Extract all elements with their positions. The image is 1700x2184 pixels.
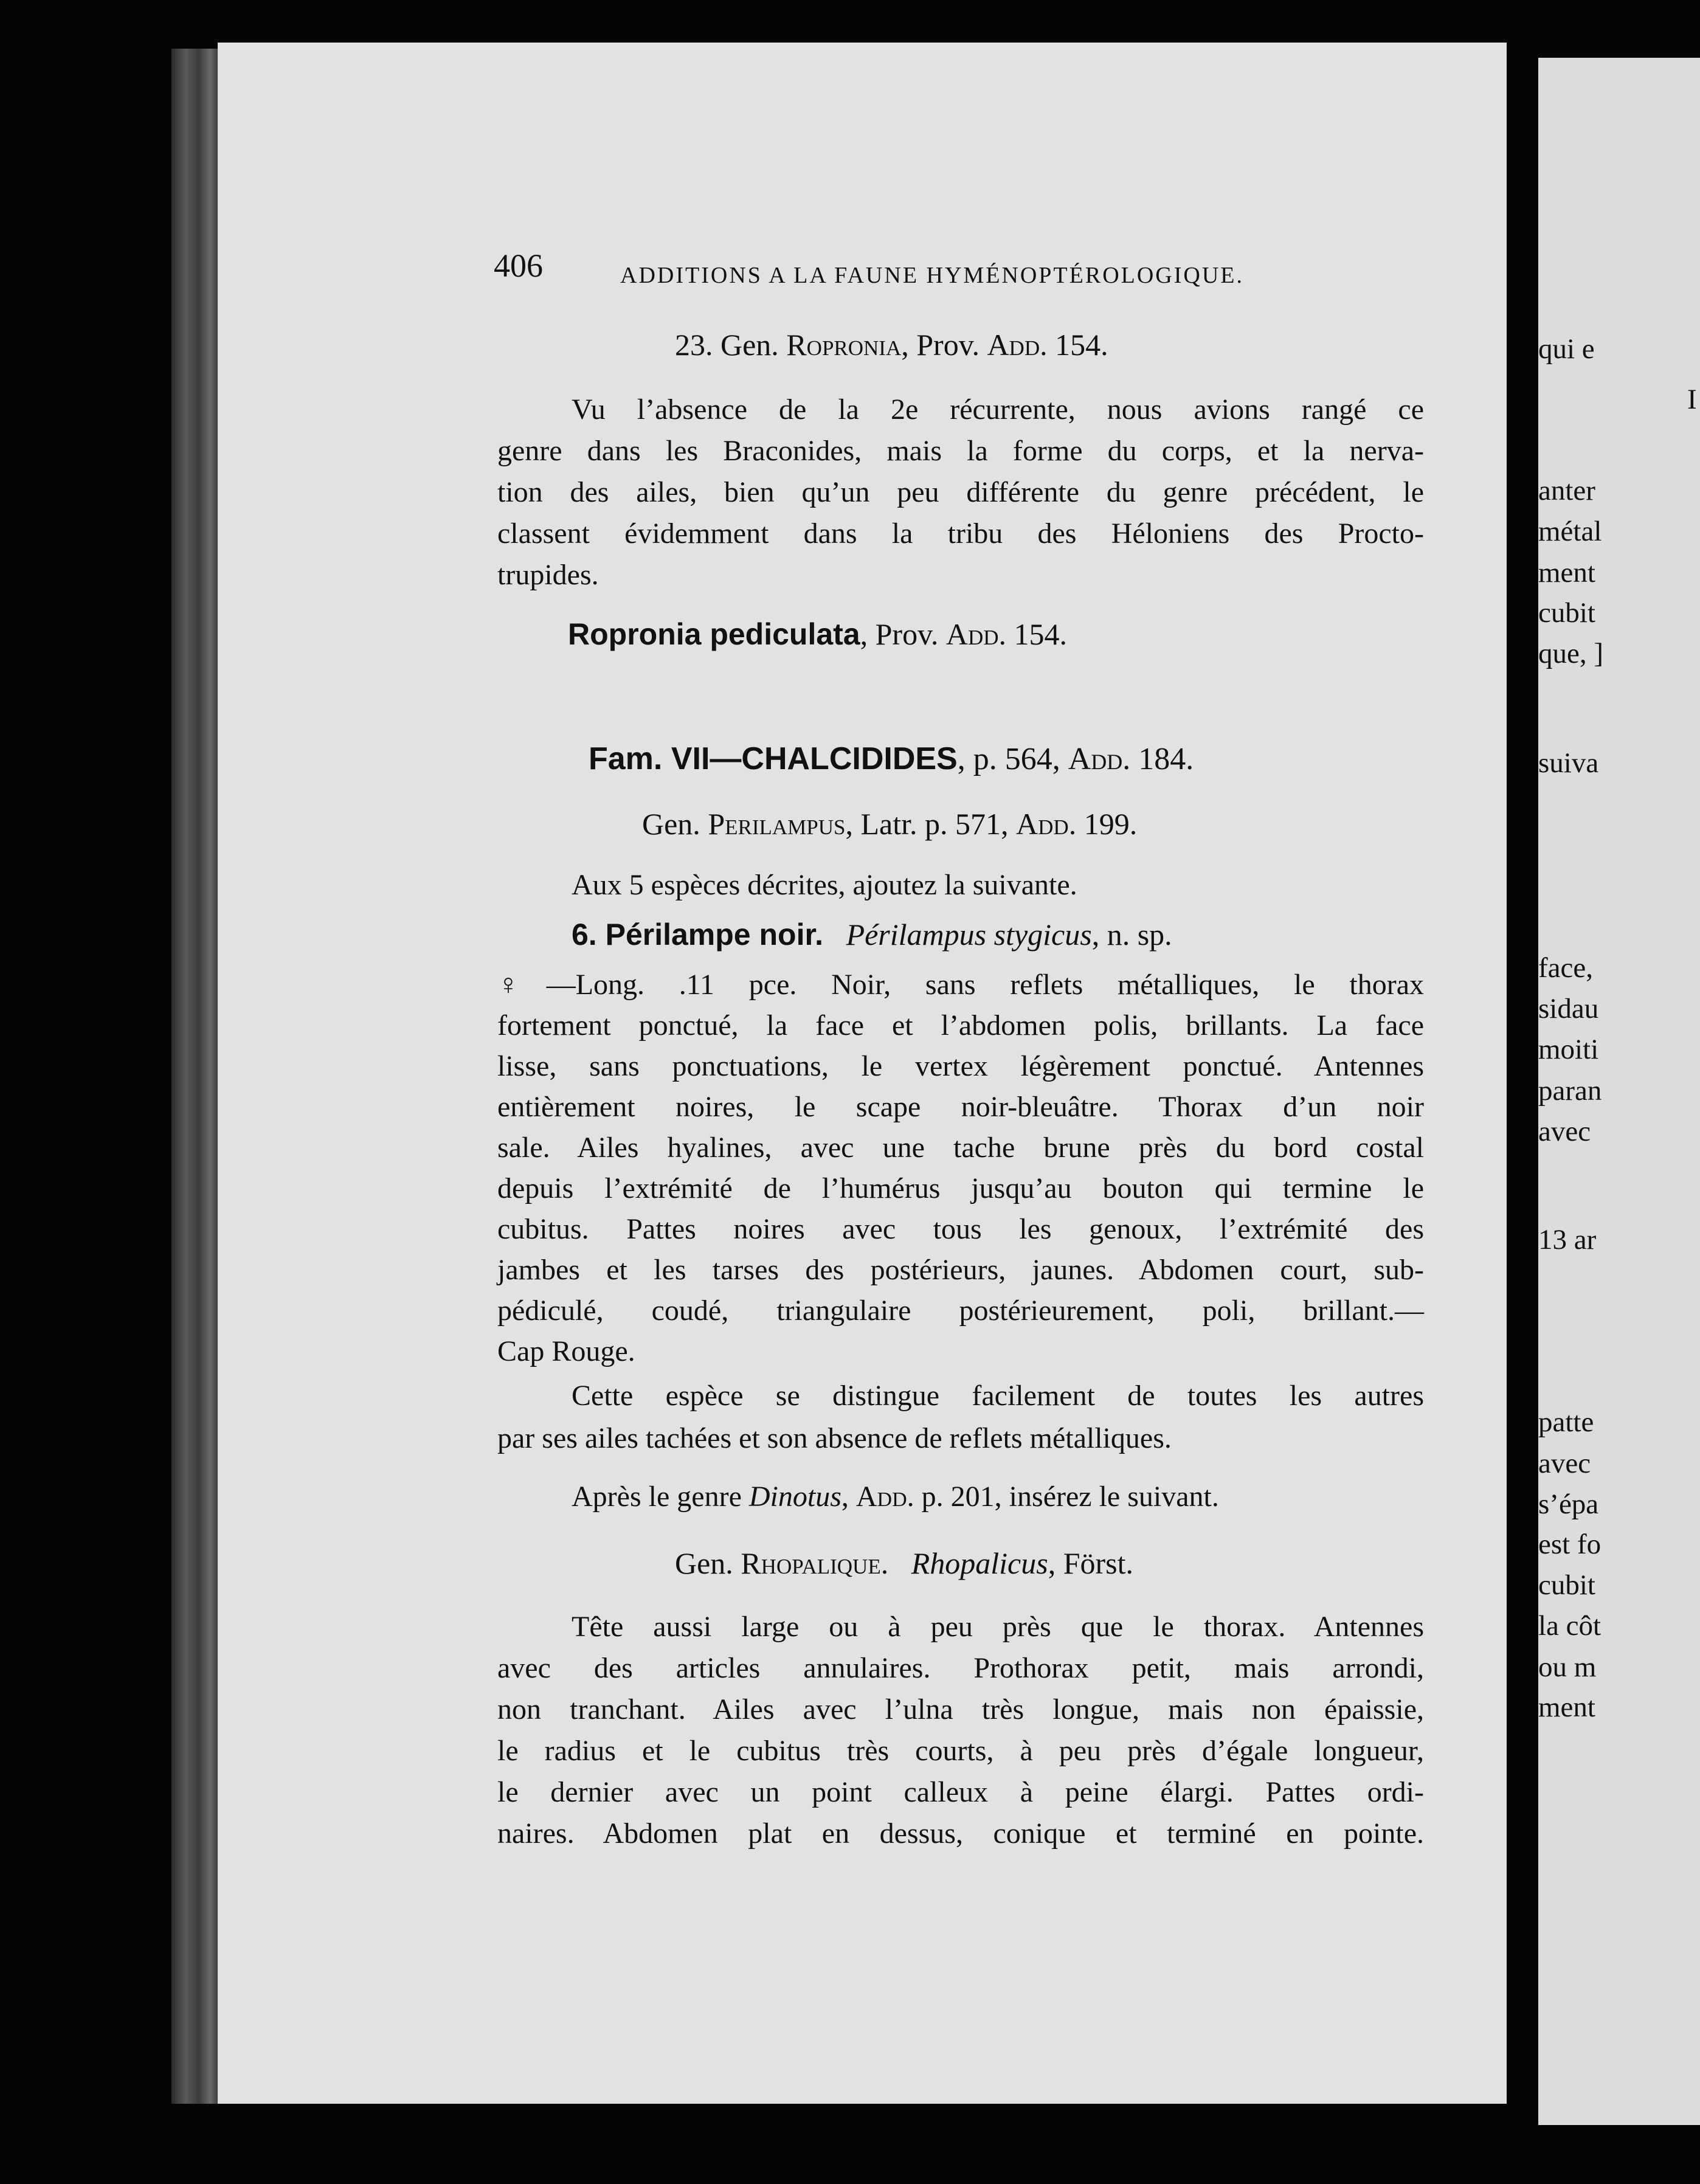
description-line: jambes et les tarses des postérieurs, jaunes. Abdomen court, sub- bbox=[497, 1254, 1424, 1286]
facing-fragment: I bbox=[1687, 384, 1697, 415]
description-line: depuis l’extrémité de l’humérus jusqu’au bouton qui termine le bbox=[497, 1172, 1424, 1204]
insertion-line: Après le genre Dinotus, Add. p. 201, insérez le suivant. bbox=[572, 1481, 1219, 1513]
species-common-name: 6. Périlampe noir. bbox=[572, 917, 824, 952]
paragraph-line: le radius et le cubitus très courts, à peu près d’égale longueur, bbox=[497, 1735, 1424, 1767]
facing-fragment: avec bbox=[1538, 1448, 1591, 1479]
genus-name: Ropronia bbox=[786, 328, 902, 362]
book-spine bbox=[171, 49, 220, 2104]
add-abbrev: Add bbox=[945, 617, 999, 651]
intro-line: Aux 5 espèces décrites, ajoutez la suivante. bbox=[572, 869, 1077, 901]
facing-fragment: est fo bbox=[1538, 1529, 1602, 1560]
species-page: . 154. bbox=[998, 617, 1068, 651]
heading-page: . 154. bbox=[1040, 328, 1108, 362]
facing-page bbox=[1538, 58, 1700, 2125]
genus-name: Perilampus bbox=[708, 807, 846, 841]
facing-fragment: sidau bbox=[1538, 993, 1599, 1025]
add-abbrev: Add bbox=[1068, 742, 1123, 776]
facing-fragment: moiti bbox=[1538, 1034, 1599, 1065]
species-authority: , Prov. bbox=[860, 617, 939, 651]
description-line: Cap Rouge. bbox=[497, 1335, 635, 1367]
gen-label: Gen. bbox=[642, 807, 700, 841]
paragraph-line: classent évidemment dans la tribu des Héloniens des Procto- bbox=[497, 517, 1424, 550]
facing-fragment: ment bbox=[1538, 1692, 1595, 1723]
facing-fragment: 13 ar bbox=[1538, 1224, 1597, 1256]
genus-heading-rhopalique bbox=[675, 1548, 1133, 1578]
facing-fragment: qui e bbox=[1538, 333, 1595, 365]
genus-name: Rhopalique. bbox=[741, 1546, 889, 1580]
gen-label: Gen. bbox=[675, 1546, 733, 1580]
genus-page: . 199. bbox=[1068, 807, 1138, 841]
genus-latin-name: Rhopalicus bbox=[911, 1546, 1048, 1580]
facing-fragment: anter bbox=[1538, 475, 1595, 506]
paragraph-line: Tête aussi large ou à peu près que le thorax. Antennes bbox=[572, 1611, 1424, 1643]
description-line: entièrement noires, le scape noir-bleuâtre. Thorax d’un noir bbox=[497, 1091, 1424, 1123]
facing-fragment: ment bbox=[1538, 557, 1595, 589]
description-line: pédiculé, coudé, triangulaire postérieurement, poli, brillant.— bbox=[497, 1294, 1424, 1327]
facing-fragment: ou m bbox=[1538, 1651, 1597, 1683]
genus-heading-ropronia bbox=[675, 330, 1108, 360]
add-abbrev: Add bbox=[987, 328, 1040, 362]
description-line: ♀—Long. .11 pce. Noir, sans reflets métalliques, le thorax bbox=[497, 969, 1424, 1001]
note-line: Cette espèce se distingue facilement de toutes les autres bbox=[572, 1380, 1424, 1412]
description-line: cubitus. Pattes noires avec tous les genoux, l’extrémité des bbox=[497, 1213, 1424, 1245]
paragraph-line: genre dans les Braconides, mais la forme du corps, et la nerva- bbox=[497, 435, 1424, 467]
description-line: sale. Ailes hyalines, avec une tache brune près du bord costal bbox=[497, 1132, 1424, 1164]
genus-heading-perilampus bbox=[642, 809, 1137, 839]
page-number: 406 bbox=[494, 247, 543, 284]
insertion-genus: Dinotus bbox=[748, 1481, 841, 1513]
facing-fragment: suiva bbox=[1538, 747, 1599, 779]
genus-reference: , Latr. p. 571, bbox=[845, 807, 1009, 841]
facing-fragment: cubit bbox=[1538, 1569, 1595, 1601]
species-name: Ropronia pediculata bbox=[568, 617, 860, 651]
facing-fragment: face, bbox=[1538, 952, 1593, 984]
facing-fragment: paran bbox=[1538, 1075, 1602, 1107]
species-entry-ropronia bbox=[568, 619, 1067, 649]
genus-authority: , Först. bbox=[1048, 1546, 1134, 1580]
facing-fragment: la côt bbox=[1538, 1610, 1602, 1642]
paragraph-line: tion des ailes, bien qu’un peu différente du genre précédent, le bbox=[497, 476, 1424, 508]
family-heading bbox=[589, 743, 1194, 775]
facing-fragment: métal bbox=[1538, 516, 1602, 547]
family-page: . 184. bbox=[1122, 742, 1194, 776]
species-status: , n. sp. bbox=[1091, 917, 1172, 952]
facing-fragment: cubit bbox=[1538, 597, 1595, 629]
note-line: par ses ailes tachées et son absence de reflets métalliques. bbox=[497, 1422, 1172, 1454]
species-heading-perilampus bbox=[572, 919, 1334, 950]
paragraph-line: avec des articles annulaires. Prothorax petit, mais arrondi, bbox=[497, 1652, 1424, 1684]
add-abbrev: Add bbox=[855, 1481, 907, 1513]
species-latin-name: Périlampus stygicus bbox=[846, 917, 1092, 952]
insertion-rest: . p. 201, insérez le suivant. bbox=[907, 1481, 1219, 1513]
facing-fragment: patte bbox=[1538, 1406, 1594, 1438]
running-title: ADDITIONS A LA FAUNE HYMÉNOPTÉROLOGIQUE. bbox=[620, 263, 1244, 288]
description-line: fortement ponctué, la face et l’abdomen polis, brillants. La face bbox=[497, 1009, 1424, 1042]
paragraph-line: non tranchant. Ailes avec l’ulna très longue, mais non épaissie, bbox=[497, 1693, 1424, 1726]
paragraph-line: trupides. bbox=[497, 559, 599, 591]
family-name: Fam. VII—CHALCIDIDES bbox=[589, 741, 958, 776]
heading-authority: , Prov. bbox=[901, 328, 980, 362]
paragraph-line: naires. Abdomen plat en dessus, conique et terminé en pointe. bbox=[497, 1817, 1424, 1850]
facing-fragment: s’épa bbox=[1538, 1488, 1599, 1520]
paragraph-line: Vu l’absence de la 2e récurrente, nous avions rangé ce bbox=[572, 393, 1424, 426]
add-abbrev: Add bbox=[1016, 807, 1069, 841]
insertion-prefix: Après le genre bbox=[572, 1481, 742, 1513]
description-line: lisse, sans ponctuations, le vertex légèrement ponctué. Antennes bbox=[497, 1050, 1424, 1082]
family-reference: , p. 564, bbox=[957, 742, 1060, 776]
paragraph-line: le dernier avec un point calleux à peine élargi. Pattes ordi- bbox=[497, 1776, 1424, 1808]
facing-fragment: que, ] bbox=[1538, 638, 1604, 669]
facing-fragment: avec bbox=[1538, 1116, 1591, 1147]
heading-number: 23. Gen. bbox=[675, 328, 779, 362]
